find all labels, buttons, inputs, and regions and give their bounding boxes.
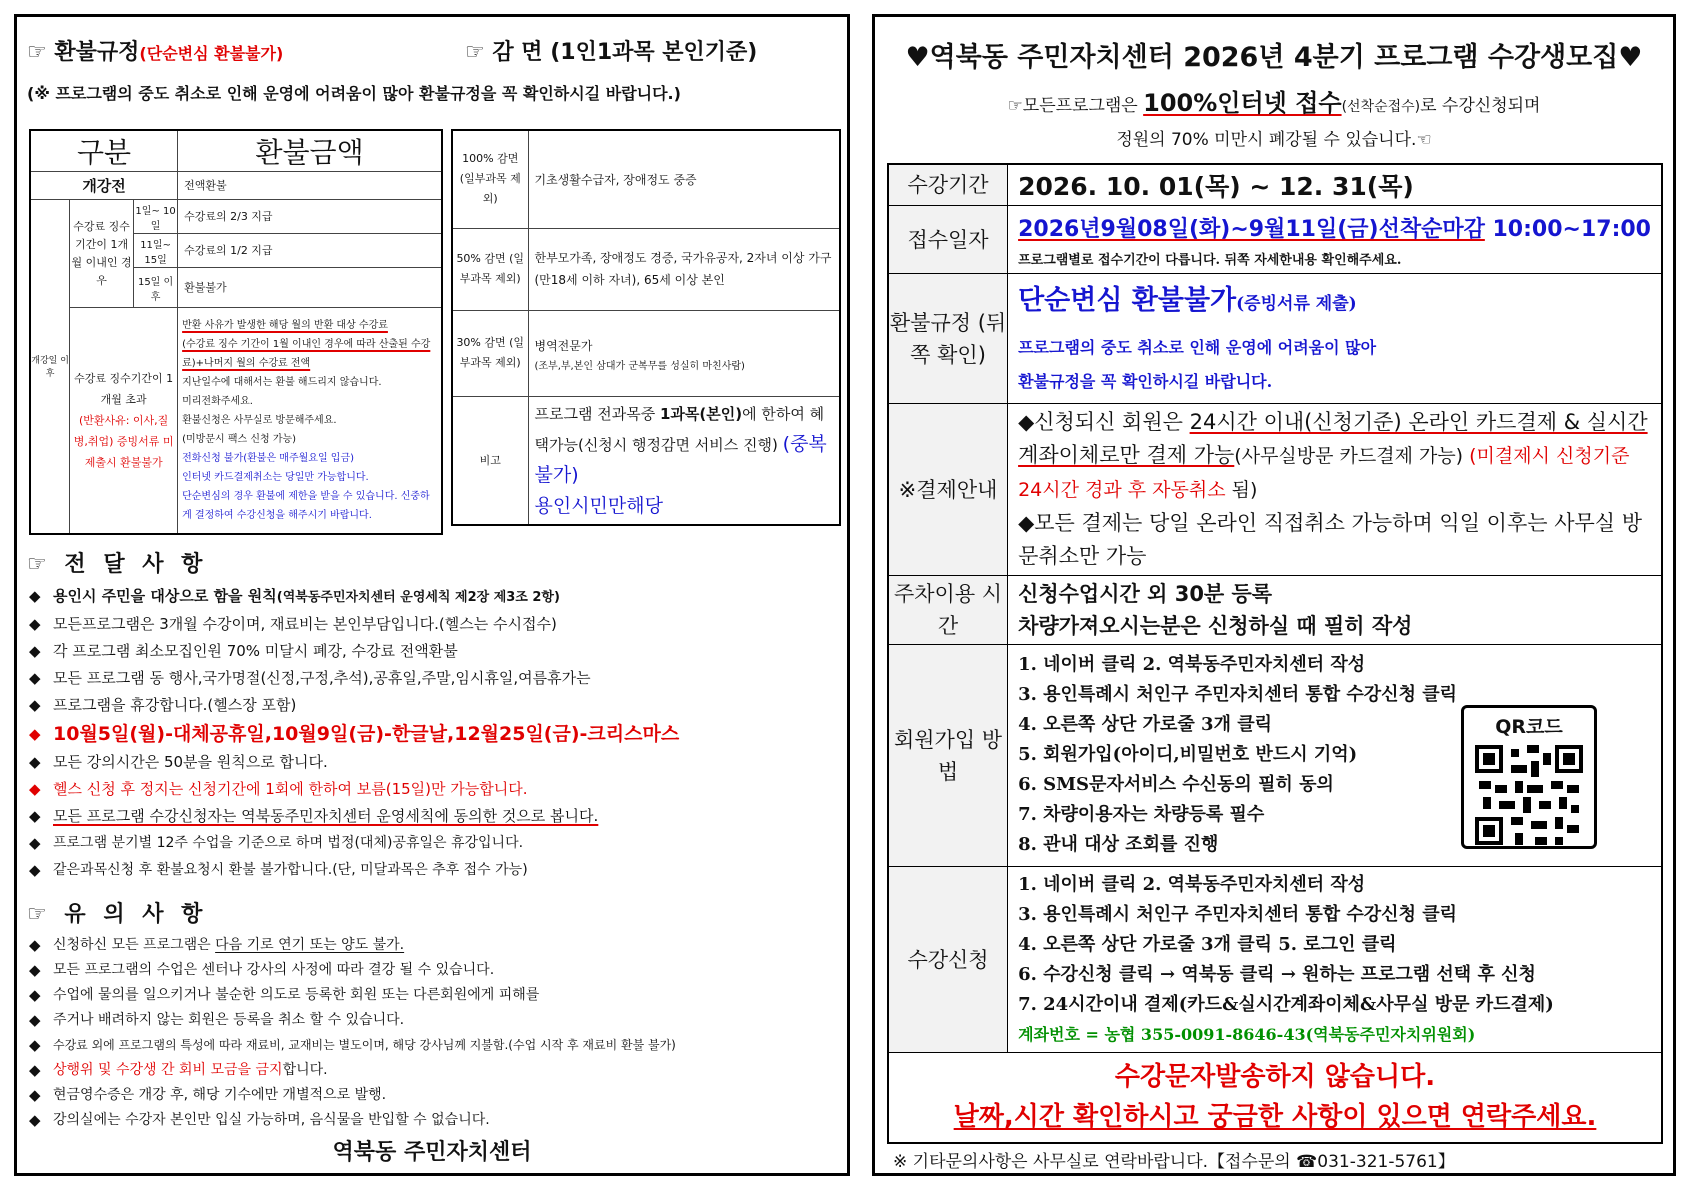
pointing-hand-icon: ☞ bbox=[27, 902, 52, 927]
refund-table: 구분 환불금액 개강전 전액환불 개강일 이후 수강료 징수 기간이 1개월 이내인 경우 1일~ 10일 수강료의 2/3 지급 11일~ 15일 수강료의 1/2 지급 15일 이후 환불불가 수강료 징수기간이 1개월 초과 (반환사유: 이사,질병,취업) 증빙서류 미제출시 환불불가 반환 사유가 발생한 해당 월의 반환 대상 수강료 (수강료 징수 기간이 1월 이내인 경우에 따라 산출된 수강료)+나머지 월의 수강료 전액 지난일수에 대해서는 환불 해드리지 않습니다. 미리전화주세요. 환불신청은 사무실로 방문해주세요. (미방문시 팩스 신청 가능) 전화신청 불가(환불은 매주월요일 입금) 인터넷 카드결제취소는 당일만 가능합니다. 단순변심의 경우 환불에 제한을 받을 수 있습니다. 신중하게 결정하여 수강신청을 해주시기 바랍니다. bbox=[29, 129, 443, 535]
caution-list bbox=[27, 933, 847, 1133]
pointing-hand-icon: ☞ bbox=[27, 40, 47, 65]
info-table bbox=[887, 163, 1663, 1144]
qr-code-icon bbox=[1475, 745, 1583, 845]
list-item: ◆ 모든 프로그램 수강신청자는 역북동주민자치센터 운영세칙에 동의한 것으로 봅니다. bbox=[27, 803, 847, 830]
list-item: ◆ 같은과목신청 후 환불요청시 환불 불가합니다.(단, 미달과목은 추후 접수 가능) bbox=[27, 857, 847, 884]
row-parking: 주차이용 시간 신청수업시간 외 30분 등록 차량가져오시는분은 신청하실 때 필히 작성 bbox=[888, 576, 1662, 645]
col-header-type: 구분 bbox=[30, 130, 178, 172]
subtitle-line-1: ☞모든프로그램은 100%인터넷 접수(선착순접수)로 수강신청되며 bbox=[1007, 89, 1541, 117]
left-footer: 역북동 주민자치센터 bbox=[332, 1140, 532, 1165]
subtitle-line-2: 정원의 70% 미만시 폐강될 수 있습니다.☜ bbox=[1116, 130, 1432, 150]
list-item: ◆ 용인시 주민을 대상으로 함을 원칙(역북동주민자치센터 운영세칙 제2장 제3조 2항) bbox=[27, 583, 847, 611]
list-item: ◆ 모든 프로그램의 수업은 센터나 강사의 사정에 따라 결강 될 수 있습니다. bbox=[27, 958, 847, 983]
side-label: 개강일 이후 bbox=[30, 200, 70, 534]
deliver-list bbox=[27, 583, 847, 884]
right-footer: ※ 기타문의사항은 사무실로 연락바랍니다.【접수문의 ☎031-321-5761】 bbox=[893, 1152, 1455, 1172]
list-item: ◆ 각 프로그램 최소모집인원 70% 미달시 폐강, 수강료 전액환불 bbox=[27, 638, 847, 665]
list-item: ◆ 10월5일(월)-대체공휴일,10월9일(금)-한글날,12월25일(금)-크리스마스 bbox=[27, 719, 847, 749]
notice-line: (※ 프로그램의 중도 취소로 인해 운영에 어려움이 많아 환불규정을 꼭 확인하시길 바랍니다.) bbox=[27, 84, 681, 103]
exemption-title: ☞ 감 면 (1인1과목 본인기준) bbox=[465, 40, 758, 65]
row-period: 수강기간 2026. 10. 01(목) ~ 12. 31(목) bbox=[888, 164, 1662, 206]
over-detail: 반환 사유가 발생한 해당 월의 반환 대상 수강료 (수강료 징수 기간이 1월 이내인 경우에 따라 산출된 수강료)+나머지 월의 수강료 전액 지난일수에 대해서는 환불 해드리지 않습니다. 미리전화주세요. 환불신청은 사무실로 방문해주세요. (미방문시 팩스 신청 가능) 전화신청 불가(환불은 매주월요일 입금) 인터넷 카드결제취소는 당일만 가능합니다. 단순변심의 경우 환불에 제한을 받을 수 있습니다. 신중하게 결정하여 수강신청을 해주시기 바랍니다. bbox=[178, 308, 442, 534]
row-payment: ※결제안내 ◆신청되신 회원은 24시간 이내(신청기준) 온라인 카드결제 & 실시간계좌이체로만 결제 가능(사무실방문 카드결제 가능) (미결제시 신청기준 24시간 경과 후 자동취소 됨) ◆모든 결제는 당일 온라인 직접취소 가능하며 익일 이후는 사무실 방문취소만 가능 bbox=[888, 404, 1662, 576]
row-apply: 수강신청 1. 네이버 클릭 2. 역북동주민자치센터 작성 3. 용인특례시 처인구 주민자치센터 통합 수강신청 클릭 4. 오른쪽 상단 가로줄 3개 클릭 5. 로그인 클릭 6. 수강신청 클릭 → 역북동 클릭 → 원하는 프로그램 선택 후 신청 7. 24시간이내 결제(카드&실시간계좌이체&사무실 방문 카드결제) 계좌번호 = 농협 355-0091-8646-43(역북동주민자치위원회) bbox=[888, 867, 1662, 1053]
list-item: ◆ 모든프로그램은 3개월 수강이며, 재료비는 본인부담입니다.(헬스는 수시접수) bbox=[27, 611, 847, 638]
list-item: ◆ 모든 프로그램 동 행사,국가명절(신정,구정,추석),공휴일,주말,임시휴일,여름휴가는 bbox=[27, 665, 847, 692]
list-item: ◆ 주거나 배려하지 않는 회원은 등록을 취소 할 수 있습니다. bbox=[27, 1008, 847, 1033]
row-refund: 환불규정 (뒤쪽 확인) 단순변심 환불불가(증빙서류 제출) 프로그램의 중도 취소로 인해 운영에 어려움이 많아 환불규정을 꼭 확인하시길 바랍니다. bbox=[888, 274, 1662, 404]
page-title: ♥역북동 주민자치센터 2026년 4분기 프로그램 수강생모집♥ bbox=[905, 42, 1643, 73]
row-notice: 수강문자발송하지 않습니다. 날짜,시간 확인하시고 궁금한 사항이 있으면 연락주세요. bbox=[888, 1053, 1662, 1143]
caution-title: ☞ 유 의 사 항 bbox=[27, 902, 208, 927]
list-item: ◆ 현금영수증은 개강 후, 해당 기수에만 개별적으로 발행. bbox=[27, 1083, 847, 1108]
deliver-title: ☞ 전 달 사 항 bbox=[27, 552, 208, 577]
pointing-hand-icon: ☞ bbox=[27, 552, 52, 577]
refund-title: ☞ 환불규정(단순변심 환불불가) bbox=[27, 40, 284, 65]
list-item: ◆ 수업에 물의를 일으키거나 불순한 의도로 등록한 회원 또는 다른회원에게 피해를 bbox=[27, 983, 847, 1008]
period-label: 수강료 징수 기간이 1개월 이내인 경우 bbox=[70, 200, 134, 308]
row-before: 개강전 bbox=[30, 172, 178, 200]
pointing-hand-icon: ☞ bbox=[465, 40, 493, 65]
list-item: ◆ 상행위 및 수강생 간 회비 모금을 금지합니다. bbox=[27, 1058, 847, 1083]
over-label: 수강료 징수기간이 1개월 초과 (반환사유: 이사,질병,취업) 증빙서류 미제출시 환불불가 bbox=[70, 308, 178, 534]
row-join: 회원가입 방법 1. 네이버 클릭 2. 역북동주민자치센터 작성 3. 용인특례시 처인구 주민자치센터 통합 수강신청 클릭 4. 오른쪽 상단 가로줄 3개 클릭 5. 회원가입(아이디,비밀번호 반드시 기억) 6. SMS문자서비스 수신동의 필히 동의 7. 차량이용자는 차량등록 필수 8. 관내 대상 조회를 진행 bbox=[888, 645, 1662, 867]
row-receipt: 접수일자 2026년9월08일(화)~9월11일(금)선착순마감 10:00~17:00 프로그램별로 접수기간이 다릅니다. 뒤쪽 자세한내용 확인해주세요. bbox=[888, 206, 1662, 274]
exemption-table: 100% 감면 (일부과목 제외) 기초생활수급자, 장애정도 중증 50% 감면 (일부과목 제외) 한부모가족, 장애정도 경증, 국가유공자, 2자녀 이상 가구(만18세 이하 자녀), 65세 이상 본인 30% 감면 (일부과목 제외) 병역전문가 (조부,부,본인 삼대가 군복무를 성실히 마친사람) 비고 프로그램 전과목중 1과목(본인)에 한하여 혜택가능(신청시 행정감면 서비스 진행) (중복불가) 용인시민만해당 bbox=[451, 129, 841, 526]
list-item: ◆ 프로그램 분기별 12주 수업을 기준으로 하며 법정(대체)공휴일은 휴강입니다. bbox=[27, 830, 847, 857]
left-page bbox=[14, 14, 850, 1176]
list-item: ◆ 헬스 신청 후 정지는 신청기간에 1회에 한하여 보름(15일)만 가능합니다. bbox=[27, 776, 847, 803]
list-item: ◆ 프로그램을 휴강합니다.(헬스장 포함) bbox=[27, 692, 847, 719]
list-item: ◆ 수강료 외에 프로그램의 특성에 따라 재료비, 교재비는 별도이며, 해당 강사님께 지불함.(수업 시작 후 재료비 환불 불가) bbox=[27, 1033, 847, 1058]
qr-code: QR코드 bbox=[1461, 705, 1597, 849]
right-page bbox=[872, 14, 1676, 1176]
list-item: ◆ 모든 강의시간은 50분을 원칙으로 합니다. bbox=[27, 749, 847, 776]
join-steps: 1. 네이버 클릭 2. 역북동주민자치센터 작성 3. 용인특례시 처인구 주민자치센터 통합 수강신청 클릭 4. 오른쪽 상단 가로줄 3개 클릭 5. 회원가입(아이디,비밀번호 반드시 기억) 6. SMS문자서비스 수신동의 필히 동의 7. 차량이용자는 차량등록 필수 8. 관내 대상 조회를 진행 bbox=[1008, 645, 1662, 867]
list-item: ◆ 신청하신 모든 프로그램은 다음 기로 연기 또는 양도 불가. bbox=[27, 933, 847, 958]
apply-steps: 1. 네이버 클릭 2. 역북동주민자치센터 작성 3. 용인특례시 처인구 주민자치센터 통합 수강신청 클릭 4. 오른쪽 상단 가로줄 3개 클릭 5. 로그인 클릭 6. 수강신청 클릭 → 역북동 클릭 → 원하는 프로그램 선택 후 신청 7. 24시간이내 결제(카드&실시간계좌이체&사무실 방문 카드결제) 계좌번호 = 농협 355-0091-8646-43(역북동주민자치위원회) bbox=[1008, 867, 1662, 1053]
col-header-amount: 환불금액 bbox=[178, 130, 442, 172]
list-item: ◆ 강의실에는 수강자 본인만 입실 가능하며, 음식물을 반입할 수 없습니다. bbox=[27, 1108, 847, 1133]
